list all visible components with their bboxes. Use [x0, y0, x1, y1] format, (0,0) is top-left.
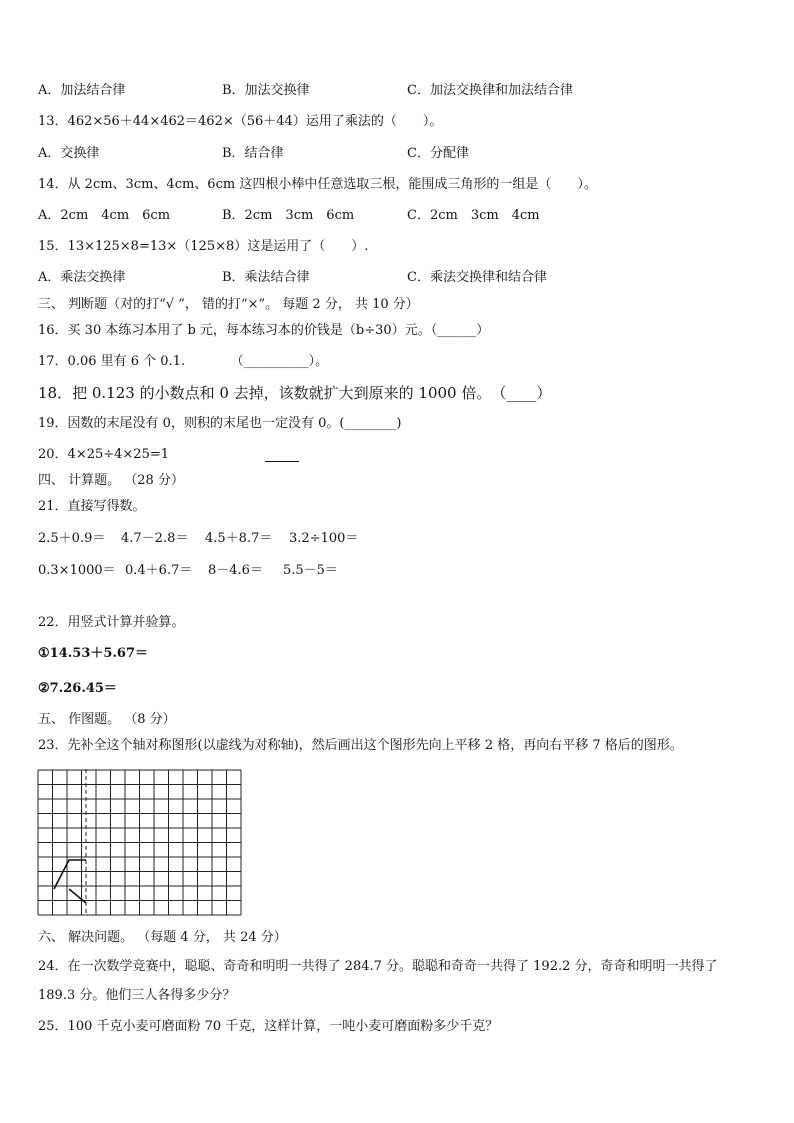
section-6-heading: 六、 解决问题。 （每题 4 分， 共 24 分） [38, 930, 287, 945]
q24-line-2: 189.3 分。他们三人各得多少分？ [38, 988, 236, 1003]
q21-calc-1: 2.5＋0.9＝ [38, 531, 106, 546]
q14-option-c: C．2cm 3cm 4cm [407, 208, 540, 223]
q21-calc-2: 4.7－2.8＝ [121, 531, 189, 546]
q21-text: 21．直接写得数。 [38, 499, 146, 514]
q14-option-b: B．2cm 3cm 6cm [222, 208, 355, 223]
section-5-heading: 五、 作图题。 （8 分） [38, 712, 176, 727]
q21-calc-8: 5.5－5＝ [283, 563, 338, 578]
q17-text: 17．0.06 里有 6 个 0.1. （__________）。 [38, 354, 329, 369]
q21-calc-6: 0.4＋6.7＝ [125, 563, 193, 578]
q22-item-2: ②7.26.45＝ [38, 681, 117, 696]
q21-calc-3: 4.5＋8.7＝ [205, 531, 273, 546]
section-3-heading: 三、 判断题（对的打“√ ”， 错的打“×”。 每题 2 分， 共 10 分） [38, 297, 419, 312]
q15-option-b: B．乘法结合律 [222, 270, 310, 285]
q18-text: 18．把 0.123 的小数点和 0 去掉，该数就扩大到原来的 1000 倍。 （____） [38, 384, 552, 402]
q12-option-a: A．加法结合律 [38, 83, 126, 98]
q13-option-c: C．分配律 [407, 146, 469, 161]
q22-text: 22．用竖式计算并验算。 [38, 615, 185, 630]
q21-calc-7: 8－4.6＝ [208, 563, 263, 578]
q13-option-b: B．结合律 [222, 146, 284, 161]
q12-option-b: B．加法交换律 [222, 83, 310, 98]
q14-stem: 14．从 2cm、3cm、4cm、6cm 这四根小棒中任意选取三根，能围成三角形的一组是（ ）。 [38, 177, 597, 192]
q14-option-a: A．2cm 4cm 6cm [38, 208, 171, 223]
q13-stem: 13．462×56＋44×462＝462×（56＋44）运用了乘法的（ ）。 [38, 114, 443, 129]
q21-calc-5: 0.3×1000＝ [38, 563, 116, 578]
q20-text: 20．4×25÷4×25=1 [38, 447, 170, 462]
q15-option-c: C．乘法交换律和结合律 [407, 270, 547, 285]
drawing-grid[interactable] [37, 769, 244, 919]
q12-option-c: C．加法交换律和加法结合律 [407, 83, 573, 98]
q19-text: 19．因数的末尾没有 0，则积的末尾也一定没有 0。(________) [38, 416, 402, 431]
q15-option-a: A．乘法交换律 [38, 270, 126, 285]
q21-calc-4: 3.2÷100＝ [289, 531, 359, 546]
q23-text: 23．先补全这个轴对称图形(以虚线为对称轴)，然后画出这个图形先向上平移 2 格，再向右平移 7 格后的图形。 [38, 738, 683, 753]
section-4-heading: 四、 计算题。 （28 分） [38, 473, 184, 488]
q24-line-1: 24．在一次数学竞赛中，聪聪、奇奇和明明一共得了 284.7 分。聪聪和奇奇一共得了 192.2 分，奇奇和明明一共得了 [38, 959, 718, 974]
q20-answer-blank[interactable] [265, 461, 299, 462]
q13-option-a: A．交换律 [38, 146, 100, 161]
q25-text: 25．100 千克小麦可磨面粉 70 千克，这样计算，一吨小麦可磨面粉多少千克？ [38, 1019, 499, 1034]
q15-stem: 15．13×125×8=13×（125×8）这是运用了（ ）. [38, 239, 369, 254]
q22-item-1: ①14.53＋5.67＝ [38, 646, 149, 661]
q16-text: 16．买 30 本练习本用了 b 元，每本练习本的价钱是（b÷30）元。（______） [38, 323, 490, 338]
